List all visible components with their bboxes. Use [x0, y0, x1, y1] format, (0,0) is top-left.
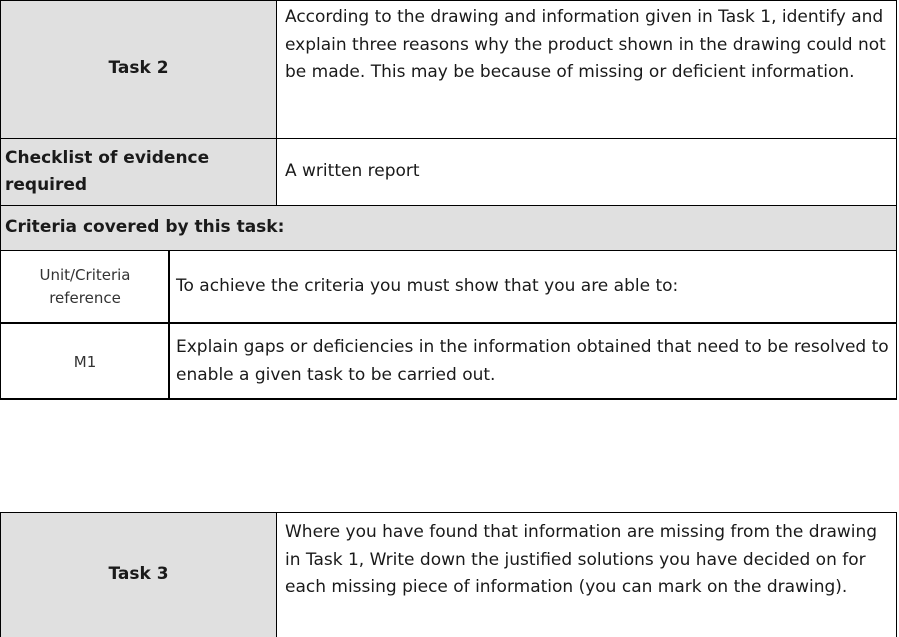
criteria-ref: M1 — [73, 352, 97, 371]
checklist-value-cell — [277, 139, 896, 205]
border — [0, 512, 1, 637]
border — [0, 205, 897, 206]
criteria-text-cell — [170, 324, 896, 399]
border — [276, 0, 277, 206]
criteria-header-cell — [1, 206, 896, 250]
col-ref-header-cell — [1, 251, 169, 322]
border — [168, 250, 170, 400]
border — [0, 250, 897, 251]
criteria-text: Explain gaps or deficiencies in the information obtained that need to be resolved to enable a given task to be carried out. — [176, 337, 889, 385]
task3-title: Task 3 — [108, 564, 169, 585]
border — [896, 512, 897, 637]
checklist-label: Checklist of evidence required — [5, 147, 210, 195]
border — [276, 512, 277, 637]
task2-description-cell — [277, 0, 896, 138]
task2-title: Task 2 — [108, 58, 169, 79]
border — [0, 0, 1, 400]
checklist-label-cell — [1, 139, 276, 205]
border — [0, 398, 897, 400]
criteria-header: Criteria covered by this task: — [5, 217, 285, 238]
border — [0, 0, 897, 1]
border — [0, 138, 897, 139]
task3-title-cell — [1, 513, 276, 637]
task3-description-cell — [277, 513, 896, 637]
col-achieve-header: To achieve the criteria you must show that you are able to: — [176, 275, 679, 296]
border — [0, 512, 897, 513]
col-ref-header: Unit/Criteria reference — [39, 265, 131, 307]
task3-description: Where you have found that information are missing from the drawing in Task 1, Write down the justified solutions you have decided on for each missing piece of information (you can mark on the drawing). — [285, 522, 878, 597]
border — [0, 322, 897, 324]
task3-table — [0, 512, 897, 637]
criteria-ref-cell — [1, 324, 169, 399]
checklist-value: A written report — [285, 161, 420, 182]
task2-description: According to the drawing and information given in Task 1, identify and explain three reasons why the product shown in the drawing could not be made. This may be because of missing or deficient information. — [285, 7, 886, 82]
task2-title-cell — [1, 0, 276, 138]
border — [896, 0, 897, 400]
col-achieve-header-cell — [170, 251, 896, 322]
